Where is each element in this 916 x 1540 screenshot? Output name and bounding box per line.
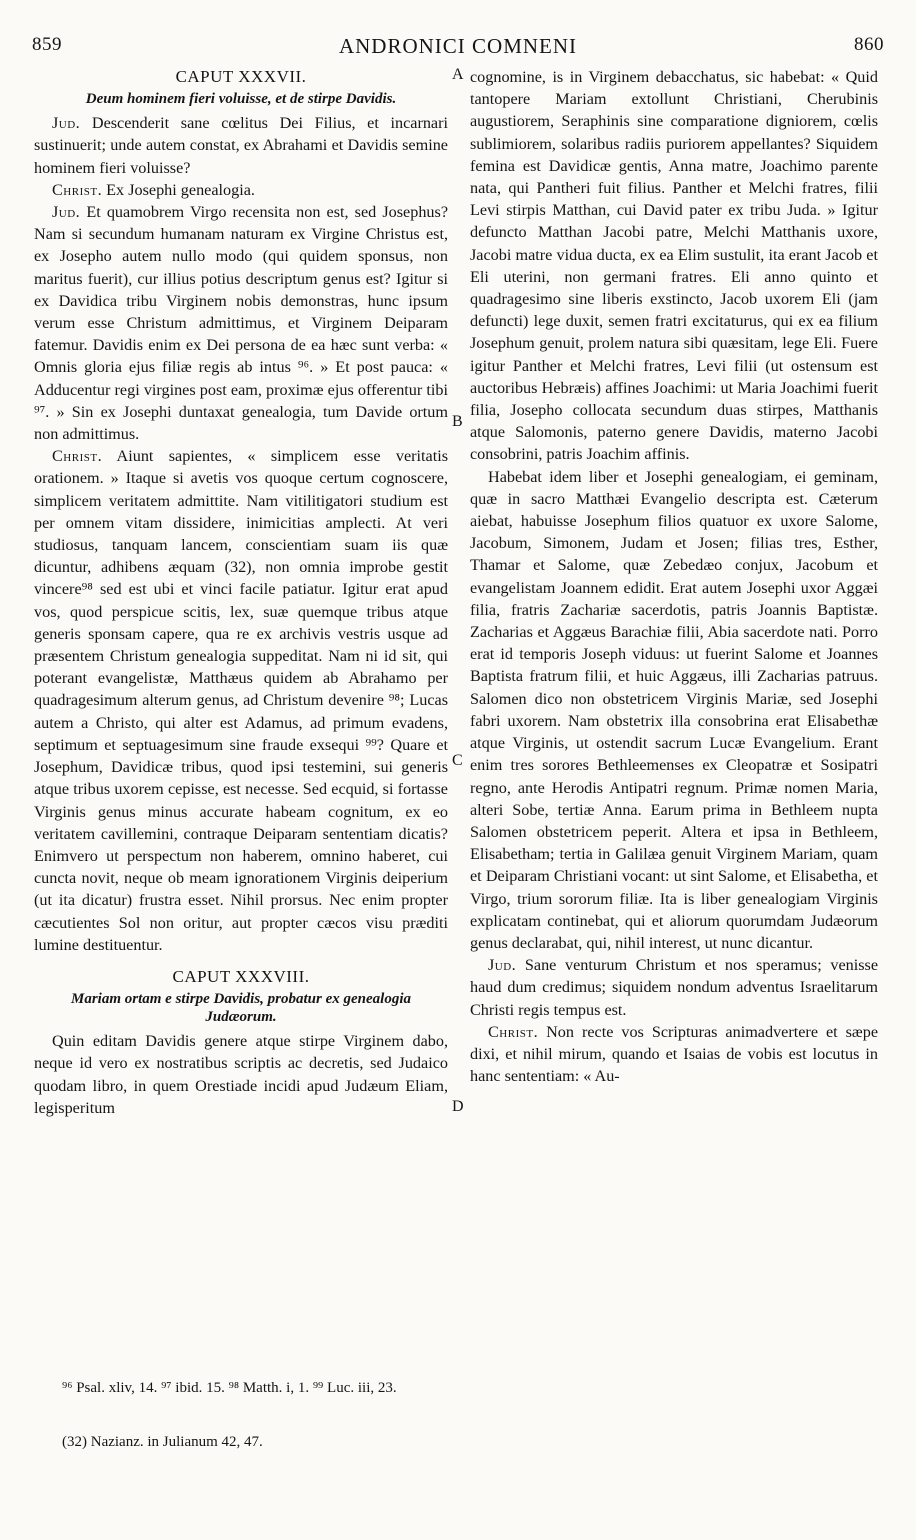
paragraph (470, 1021, 878, 1088)
paragraph (470, 954, 878, 1021)
caput-38-heading: CAPUT XXXVIII. (172, 966, 310, 986)
paragraph-text: Quin editam Davidis genere atque stirpe Virginem dabo, neque id vero ex nostratibus scriptis ac decretis, sed Judaico quodam libro, in quem Orestiade incidi apud Judæum Eliam, legisperitum (34, 1032, 448, 1117)
paragraph-text: Ex Josephi genealogia. (106, 180, 255, 199)
margin-letter-b: B (452, 413, 463, 430)
margin-letter-d: D (452, 1098, 464, 1115)
caput-37-heading: CAPUT XXXVII. (175, 67, 307, 86)
paragraph (34, 112, 448, 179)
right-page-number: 860 (854, 34, 884, 55)
paragraph (470, 66, 878, 466)
page-header (32, 34, 884, 58)
left-page-number: 859 (32, 34, 62, 55)
left-column (34, 66, 448, 1119)
paragraph (34, 201, 448, 445)
paragraph (34, 179, 448, 201)
paragraph-text: cognomine, is in Virginem debacchatus, sic habebat: « Quid tantopere Mariam extollunt Christiani, Cherubinis augustiorem, Seraphinis sine comparatione digniorem, cœlis sublimiorem, solaribus radiis puriorem appellantes? Siquidem femina est Davidicæ gentis, Anna matre, Joachimo parente nata, qui Pantheri fuit filius. Panther et Melchi fratres, filii Levi stirpis Matthan, cui David pater ex tribu Juda. » Igitur defuncto Matthan Jacobi patre, Melchi Matthanis uxore, Jacobi matre vidua ducta, ex ea Elim sustulit, ita erant Jacob et Eli uterini, non germani fratres. Eli anno quinto et quadragesimo sine liberis exstincto, Jacob uxorem Eli (jam defuncti) lege duxit, semen fratri excitaturus, qui ex ea filium Josephum genuit, prolem natura sibi quæsitam, lege Eli. Fuere igitur Panther et Melchi fratres, Levi filii (ut ostensum est auctoribus Hebræis) affines Joachimi: ut Maria Joachimi fuerit filia, Josepho collocata secundum duas stirpes, Matthanis atque Salomonis, paterno genere Davidis, materno Jacobi consobrini, patris Joachim affinis. (470, 68, 878, 464)
speaker-label: Christ. (488, 1022, 539, 1041)
footnote-references: ⁹⁶ Psal. xliv, 14. ⁹⁷ ibid. 15. ⁹⁸ Matth. i, 1. ⁹⁹ Luc. iii, 23. (62, 1380, 397, 1396)
speaker-label: Christ. (52, 447, 103, 466)
caput-37-subtitle: Deum hominem fieri voluisse, et de stirpe Davidis. (85, 91, 397, 108)
running-title: ANDRONICI COMNENI (338, 34, 578, 58)
margin-letter-c: C (452, 752, 463, 769)
caput-38-subtitle: Mariam ortam e stirpe Davidis, probatur ex genealogia Judæorum. (70, 991, 411, 1026)
right-column (470, 66, 878, 1087)
margin-letter-a: A (452, 66, 464, 83)
paragraph-text: Habebat idem liber et Josephi genealogiam, ei geminam, quæ in sacro Matthæi Evangelio descripta est. Cæterum aiebat, habuisse Josephum filios quatuor ex uxore Salome, Jacobum, Simonem, Judam et Josen; filias tres, Esther, Thamar et Salome, quæ Zebedæo conjux, Jacobum et evangelistam Joannem edidit. Erat autem Josephi uxor Aggæi filia, fratris Zachariæ sacerdotis, patris Joannis Baptistæ. Zacharias et Aggæus Barachiæ filii, Abia sacerdote nati. Porro erat id temporis Joseph viduus: ut fuerint Salome et Joannes Baptista fratrum filii, et huic Aggæus, illi Zacharias patruus. Salomen dico non obstetricem Virginis Mariæ, sed Josephi fabri uxorem. Nam obstetrix illa consobrina erat Elisabethæ atque Virginis, ut ostendit sacrum Lucæ Evangelium. Erant enim tres sorores Bethleemenses ex Cleopatræ et Sosipatri regno, ante Herodis Antipatri regnum. Primæ nomen Maria, alteri Sobe, tertiæ Anna. Earum prima in Bethleem nupta Salomen obstetricem peperit. Altera et ipsa in Bethleem, Elisabetham; tertia in Galilæa genuit Virginem Mariam, quam et Deiparam Christiani vocant: ut sint Salome, et Elisabetha, et Virgo, trium sororum filiæ. Ita is liber genealogiam Virginis explicatam continebat, qui et aliorum quorumdam Judæorum genus declarabat, qui, nihil interest, ut nunc dicantur. (470, 467, 878, 952)
paragraph (470, 466, 878, 954)
speaker-label: Jud. (52, 203, 81, 222)
paragraph (34, 1030, 448, 1119)
paragraph-text: Descenderit sane cœlitus Dei Filius, et incarnari sustinuerit; unde autem constat, ex Abrahami et Davidis semine hominem fieri voluisse? (34, 114, 448, 177)
footnote-32: (32) Nazianz. in Julianum 42, 47. (62, 1434, 263, 1450)
paragraph-text: Aiunt sapientes, « simplicem esse veritatis orationem. » Itaque si avetis vos quoque certum cognoscere, simplicem veritatem admittite. Nam vitilitigatori studium est per omnem vitam dissidere, inimicitias amplecti. At veri studiosus, tanquam lancem, conscientiam suam iis quæ dicuntur, adhibens æquam (32), non omnia improbe gestit vincere⁹⁸ sed est ubi et vinci facile patiatur. Igitur erat apud vos, quod perspicue scitis, lex, suæ quemque tribus atque generis sponsam capere, qua re ex archivis vestris usque ad præsentem Christum genealogia suppeditat. Nam ni id sit, qui poterant evangelistæ, Matthæus quidem ab Abrahamo per quadragesimum alterum genus, ad Christum devenire ⁹⁸; Lucas autem a Christo, qui alter est Adamus, ad primum evadens, septimum et septuagesimum sine fraude exsequi ⁹⁹? Quare et Josephum, Davidicæ tribus, quod ipsi testemini, sui generis atque tribus uxorem cepisse, est necesse. Sed ecquid, si fortasse Virginis genus minus accurate habeam cognitum, ex eo veritatem cavillemini, contraque Deiparam sententiam dicatis? Enimvero ut perspectum non haberem, omnino haberet, cui cuncta novit, neque ob meam ignorationem Virginis deiperium (ut ita dicatur) frustra esset. Nihil prorsus. Nec enim propter cæcutientes Sol non oritur, aut propter cæcos visu præditi lumine destituentur. (34, 447, 448, 954)
speaker-label: Jud. (52, 114, 81, 133)
paragraph-text: Et quamobrem Virgo recensita non est, sed Josephus? Nam si secundum humanam naturam ex Virgine Christus est, ex Josepho autem nullo modo (qui quidem sponsus, non maritus fuerit), cur illius potius descriptum genus est? Igitur si ex Davidica tribu Virginem nobis demonstras, hunc ipsum verum esse Christum admittimus, et Virginem Deiparam fatemur. Davidis enim ex Dei persona de ea hæc sunt verba: « Omnis gloria ejus filiæ regis ab intus ⁹⁶. » Et post pauca: « Adducentur regi virgines post eam, proximæ ejus offerentur tibi ⁹⁷. » Sin ex Josephi duntaxat genealogia, tum Davide ortum non admittimus. (34, 203, 448, 444)
speaker-label: Jud. (488, 956, 517, 975)
paragraph-text: Non recte vos Scripturas animadvertere et sæpe dixi, et nihil mirum, quando et Isaias de vobis est locutus in hanc sententiam: « Au- (470, 1022, 879, 1086)
speaker-label: Christ. (52, 180, 103, 199)
paragraph-text: Sane venturum Christum et nos speramus; venisse haud dum credimus; siquidem nondum adventus Israelitarum Christi regis tempus est. (470, 956, 878, 1019)
paragraph (34, 445, 448, 956)
